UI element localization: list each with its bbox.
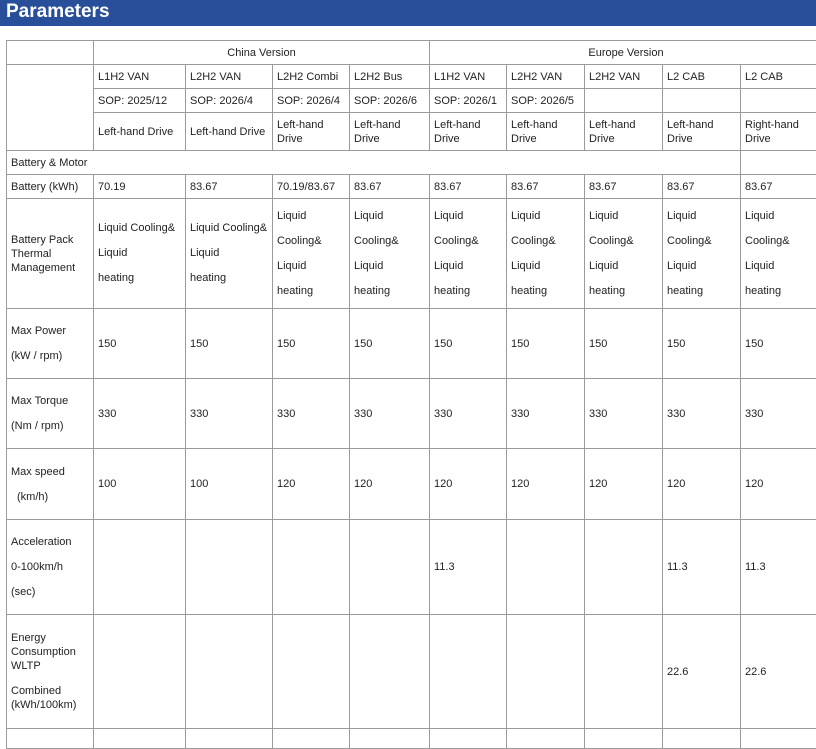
- battery-cell: 83.67: [350, 175, 430, 199]
- thermal-line: Liquid: [667, 254, 736, 279]
- thermal-line: Liquid Cooling&: [511, 204, 580, 254]
- model-cell: L1H2 VAN: [430, 65, 507, 89]
- thermal-line: heating: [190, 266, 268, 291]
- torque-cell: 330: [585, 379, 663, 449]
- model-cell: L2 CAB: [741, 65, 816, 89]
- section-row: [7, 151, 816, 175]
- thermal-line: Liquid Cooling&: [98, 216, 181, 241]
- speed-cell: 120: [350, 449, 430, 520]
- thermal-line: Liquid: [511, 254, 580, 279]
- power-cell: 150: [186, 309, 273, 379]
- thermal-cell: [186, 199, 273, 309]
- thermal-line: Liquid Cooling&: [667, 204, 736, 254]
- drive-cell: Right-hand Drive: [741, 113, 816, 151]
- torque-cell: 330: [273, 379, 350, 449]
- drive-cell: Left-hand Drive: [430, 113, 507, 151]
- sop-cell: SOP: 2026/1: [430, 89, 507, 113]
- power-cell: 150: [273, 309, 350, 379]
- label-line: 0-100km/h: [11, 560, 89, 574]
- speed-cell: 120: [585, 449, 663, 520]
- thermal-line: Liquid: [277, 254, 345, 279]
- empty-cell: [350, 729, 430, 749]
- accel-cell: [585, 520, 663, 615]
- thermal-line: heating: [511, 279, 580, 304]
- power-cell: 150: [430, 309, 507, 379]
- empty-cell: [430, 729, 507, 749]
- power-cell: 150: [741, 309, 816, 379]
- energy-cell: [186, 615, 273, 729]
- accel-row: [7, 520, 816, 615]
- torque-cell: 330: [741, 379, 816, 449]
- row-label-battery: Battery (kWh): [7, 175, 94, 199]
- model-cell: L2H2 Bus: [350, 65, 430, 89]
- label-line: (kW / rpm): [11, 349, 89, 363]
- sop-cell: [663, 89, 741, 113]
- label-line: Max Power: [11, 324, 89, 338]
- label-line: (sec): [11, 585, 89, 599]
- thermal-cell: [507, 199, 585, 309]
- thermal-line: heating: [589, 279, 658, 304]
- model-cell: L1H2 VAN: [94, 65, 186, 89]
- drive-cell: Left-hand Drive: [94, 113, 186, 151]
- drive-cell: Left-hand Drive: [186, 113, 273, 151]
- power-cell: 150: [94, 309, 186, 379]
- row-label-thermal: Battery Pack Thermal Management: [7, 199, 94, 309]
- battery-cell: 83.67: [186, 175, 273, 199]
- thermal-cell: [663, 199, 741, 309]
- power-cell: 150: [585, 309, 663, 379]
- group-europe: Europe Version: [430, 41, 816, 65]
- partial-row: [7, 729, 816, 749]
- thermal-line: Liquid Cooling&: [277, 204, 345, 254]
- battery-cell: 83.67: [741, 175, 816, 199]
- energy-cell: [585, 615, 663, 729]
- torque-cell: 330: [507, 379, 585, 449]
- thermal-line: heating: [354, 279, 425, 304]
- label-line: Combined (kWh/100km): [11, 684, 89, 712]
- corner-cell: [7, 41, 94, 65]
- torque-cell: 330: [663, 379, 741, 449]
- empty-cell: [585, 729, 663, 749]
- thermal-line: Liquid Cooling&: [354, 204, 425, 254]
- thermal-cell: [585, 199, 663, 309]
- battery-cell: 70.19: [94, 175, 186, 199]
- energy-cell: 22.6: [741, 615, 816, 729]
- thermal-row: [7, 199, 816, 309]
- thermal-line: heating: [667, 279, 736, 304]
- thermal-line: Liquid Cooling&: [589, 204, 658, 254]
- section-battery-motor: Battery & Motor: [7, 151, 741, 175]
- group-china: China Version: [94, 41, 430, 65]
- empty-cell: [741, 729, 816, 749]
- thermal-line: Liquid Cooling&: [434, 204, 502, 254]
- row-label-energy: [7, 615, 94, 729]
- accel-cell: [186, 520, 273, 615]
- battery-cell: 83.67: [585, 175, 663, 199]
- model-cell: L2H2 VAN: [186, 65, 273, 89]
- torque-cell: 330: [430, 379, 507, 449]
- accel-cell: 11.3: [663, 520, 741, 615]
- thermal-line: Liquid Cooling&: [745, 204, 816, 254]
- battery-cell: 83.67: [430, 175, 507, 199]
- thermal-cell: [741, 199, 816, 309]
- power-cell: 150: [350, 309, 430, 379]
- speed-cell: 120: [663, 449, 741, 520]
- thermal-line: heating: [745, 279, 816, 304]
- corner-cell-model: [7, 65, 94, 151]
- label-line: (Nm / rpm): [11, 419, 89, 433]
- thermal-line: Liquid: [589, 254, 658, 279]
- sop-row: [7, 89, 816, 113]
- empty-cell: [663, 729, 741, 749]
- sop-cell: SOP: 2026/4: [273, 89, 350, 113]
- thermal-line: heating: [277, 279, 345, 304]
- row-label-accel: [7, 520, 94, 615]
- drive-cell: Left-hand Drive: [507, 113, 585, 151]
- label-line: Acceleration: [11, 535, 89, 549]
- thermal-cell: [350, 199, 430, 309]
- sop-cell: SOP: 2026/6: [350, 89, 430, 113]
- empty-cell: [186, 729, 273, 749]
- thermal-cell: [273, 199, 350, 309]
- speed-cell: 120: [273, 449, 350, 520]
- accel-cell: [507, 520, 585, 615]
- energy-cell: [507, 615, 585, 729]
- sop-cell: SOP: 2026/4: [186, 89, 273, 113]
- accel-cell: [350, 520, 430, 615]
- energy-cell: 22.6: [663, 615, 741, 729]
- thermal-line: Liquid: [190, 241, 268, 266]
- battery-cell: 83.67: [663, 175, 741, 199]
- label-line: Energy Consumption WLTP: [11, 631, 89, 673]
- energy-cell: [350, 615, 430, 729]
- thermal-cell: [430, 199, 507, 309]
- accel-cell: [94, 520, 186, 615]
- power-cell: 150: [663, 309, 741, 379]
- speed-cell: 100: [94, 449, 186, 520]
- row-label-power: [7, 309, 94, 379]
- accel-cell: [273, 520, 350, 615]
- empty-cell: [507, 729, 585, 749]
- torque-row: [7, 379, 816, 449]
- speed-cell: 100: [186, 449, 273, 520]
- thermal-line: heating: [98, 266, 181, 291]
- drive-row: [7, 113, 816, 151]
- speed-row: [7, 449, 816, 520]
- drive-cell: Left-hand Drive: [663, 113, 741, 151]
- empty-cell: [94, 729, 186, 749]
- sop-cell: SOP: 2025/12: [94, 89, 186, 113]
- model-cell: L2H2 VAN: [585, 65, 663, 89]
- page-title: Parameters: [6, 1, 110, 23]
- thermal-line: Liquid Cooling&: [190, 216, 268, 241]
- empty-cell: [273, 729, 350, 749]
- thermal-line: Liquid: [98, 241, 181, 266]
- model-cell: L2H2 Combi: [273, 65, 350, 89]
- accel-cell: 11.3: [430, 520, 507, 615]
- drive-cell: Left-hand Drive: [350, 113, 430, 151]
- energy-row: [7, 615, 816, 729]
- empty-cell: [7, 729, 94, 749]
- model-cell: L2 CAB: [663, 65, 741, 89]
- torque-cell: 330: [186, 379, 273, 449]
- energy-cell: [94, 615, 186, 729]
- drive-cell: Left-hand Drive: [273, 113, 350, 151]
- thermal-cell: [94, 199, 186, 309]
- label-line: (km/h): [11, 490, 89, 504]
- row-label-speed: [7, 449, 94, 520]
- speed-cell: 120: [430, 449, 507, 520]
- label-line: Max speed: [11, 465, 89, 479]
- thermal-line: Liquid: [745, 254, 816, 279]
- sop-cell: [741, 89, 816, 113]
- sop-cell: SOP: 2026/5: [507, 89, 585, 113]
- label-line: Max Torque: [11, 394, 89, 408]
- torque-cell: 330: [94, 379, 186, 449]
- speed-cell: 120: [741, 449, 816, 520]
- thermal-line: Liquid: [434, 254, 502, 279]
- torque-cell: 330: [350, 379, 430, 449]
- title-bar: [0, 0, 816, 26]
- section-empty-cell: [741, 151, 816, 175]
- thermal-line: heating: [434, 279, 502, 304]
- battery-cell: 70.19/83.67: [273, 175, 350, 199]
- model-row: [7, 65, 816, 89]
- group-header-row: [7, 41, 816, 65]
- parameters-table: [6, 40, 816, 749]
- row-label-torque: [7, 379, 94, 449]
- thermal-line: Liquid: [354, 254, 425, 279]
- speed-cell: 120: [507, 449, 585, 520]
- battery-row: [7, 175, 816, 199]
- sop-cell: [585, 89, 663, 113]
- drive-cell: Left-hand Drive: [585, 113, 663, 151]
- accel-cell: 11.3: [741, 520, 816, 615]
- power-cell: 150: [507, 309, 585, 379]
- power-row: [7, 309, 816, 379]
- energy-cell: [273, 615, 350, 729]
- model-cell: L2H2 VAN: [507, 65, 585, 89]
- energy-cell: [430, 615, 507, 729]
- battery-cell: 83.67: [507, 175, 585, 199]
